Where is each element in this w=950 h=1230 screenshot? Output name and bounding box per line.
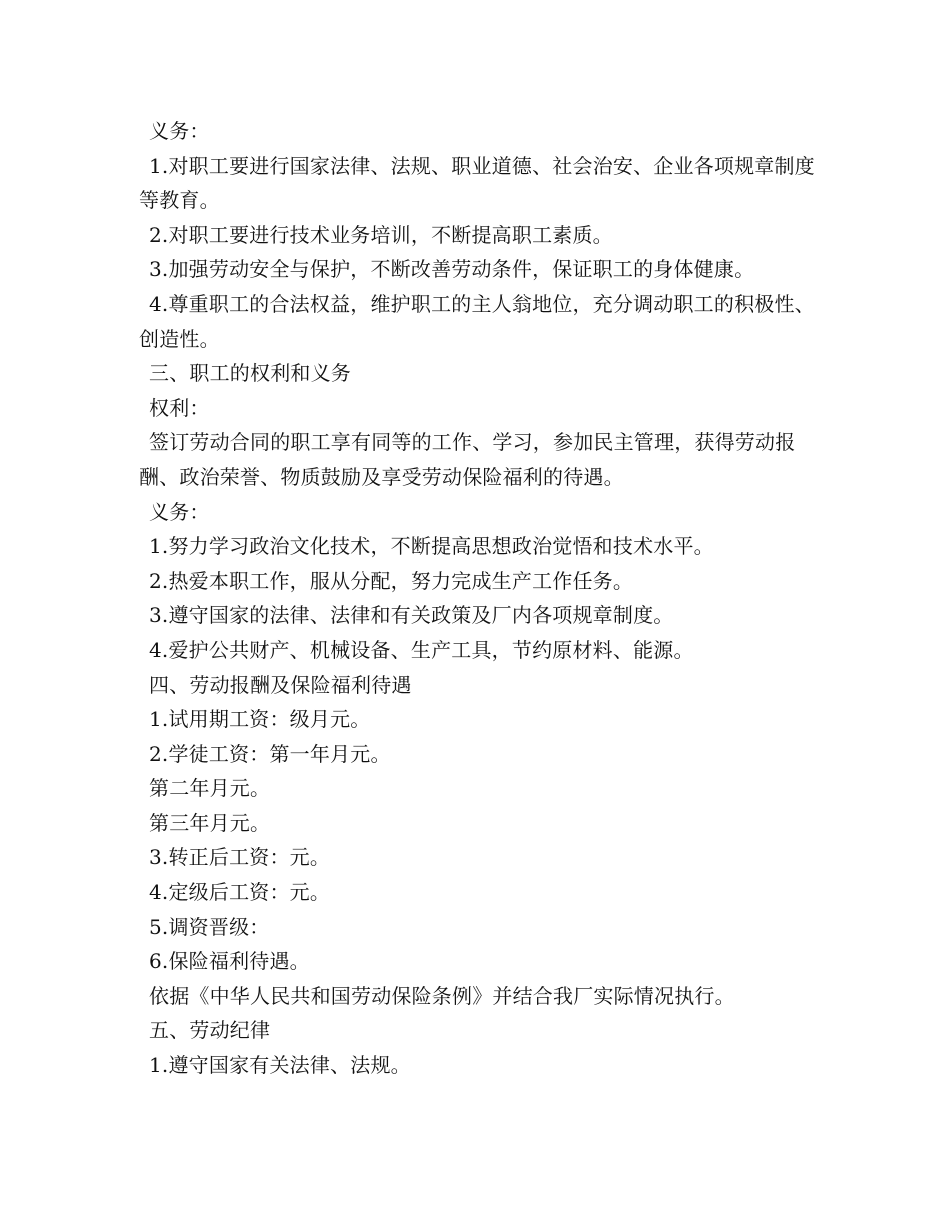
paragraph-employer-obligation-1: 1.对职工要进行国家法律、法规、职业道德、社会治安、企业各项规章制度等教育。 — [139, 153, 815, 213]
section-heading-labor-discipline: 五、劳动纪律 — [149, 1018, 271, 1043]
paragraph-obligations-heading: 义务： — [149, 119, 210, 143]
paragraph-employee-obligations-heading: 义务： — [149, 499, 210, 524]
section-heading-employee-rights: 三、职工的权利和义务 — [149, 361, 351, 386]
paragraph-probation-wage: 1.试用期工资：级月元。 — [149, 707, 371, 732]
paragraph-regular-wage: 3.转正后工资：元。 — [149, 845, 331, 870]
paragraph-employee-obligation-2: 2.热爱本职工作，服从分配，努力完成生产工作任务。 — [149, 568, 634, 593]
paragraph-discipline-1: 1.遵守国家有关法律、法规。 — [149, 1053, 411, 1078]
paragraph-employee-obligation-3: 3.遵守国家的法律、法律和有关政策及厂内各项规章制度。 — [149, 603, 674, 628]
paragraph-graded-wage: 4.定级后工资：元。 — [149, 880, 331, 905]
paragraph-employee-obligation-1: 1.努力学习政治文化技术，不断提高思想政治觉悟和技术水平。 — [149, 534, 714, 559]
paragraph-employer-obligation-4: 4.尊重职工的合法权益，维护职工的主人翁地位，充分调动职工的积极性、创造性。 — [139, 291, 815, 351]
paragraph-apprentice-wage-year1: 2.学徒工资：第一年月元。 — [149, 741, 391, 766]
section-heading-remuneration: 四、劳动报酬及保险福利待遇 — [149, 672, 412, 697]
paragraph-apprentice-wage-year3: 第三年月元。 — [149, 810, 271, 835]
paragraph-insurance-basis: 依据《中华人民共和国劳动保险条例》并结合我厂实际情况执行。 — [149, 983, 735, 1008]
paragraph-insurance-benefits: 6.保险福利待遇。 — [149, 949, 310, 974]
paragraph-employee-obligation-4: 4.爱护公共财产、机械设备、生产工具，节约原材料、能源。 — [149, 637, 694, 662]
paragraph-rights-body: 签订劳动合同的职工享有同等的工作、学习，参加民主管理，获得劳动报酬、政治荣誉、物质鼓励及享受劳动保险福利的待遇。 — [139, 430, 796, 489]
document-body — [139, 114, 819, 1083]
paragraph-wage-adjustment: 5.调资晋级： — [149, 914, 270, 939]
paragraph-employer-obligation-2: 2.对职工要进行技术业务培训，不断提高职工素质。 — [149, 222, 613, 247]
paragraph-apprentice-wage-year2: 第二年月元。 — [149, 776, 271, 801]
paragraph-employer-obligation-3: 3.加强劳动安全与保护，不断改善劳动条件，保证职工的身体健康。 — [149, 257, 755, 282]
paragraph-rights-heading: 权利： — [149, 395, 210, 420]
